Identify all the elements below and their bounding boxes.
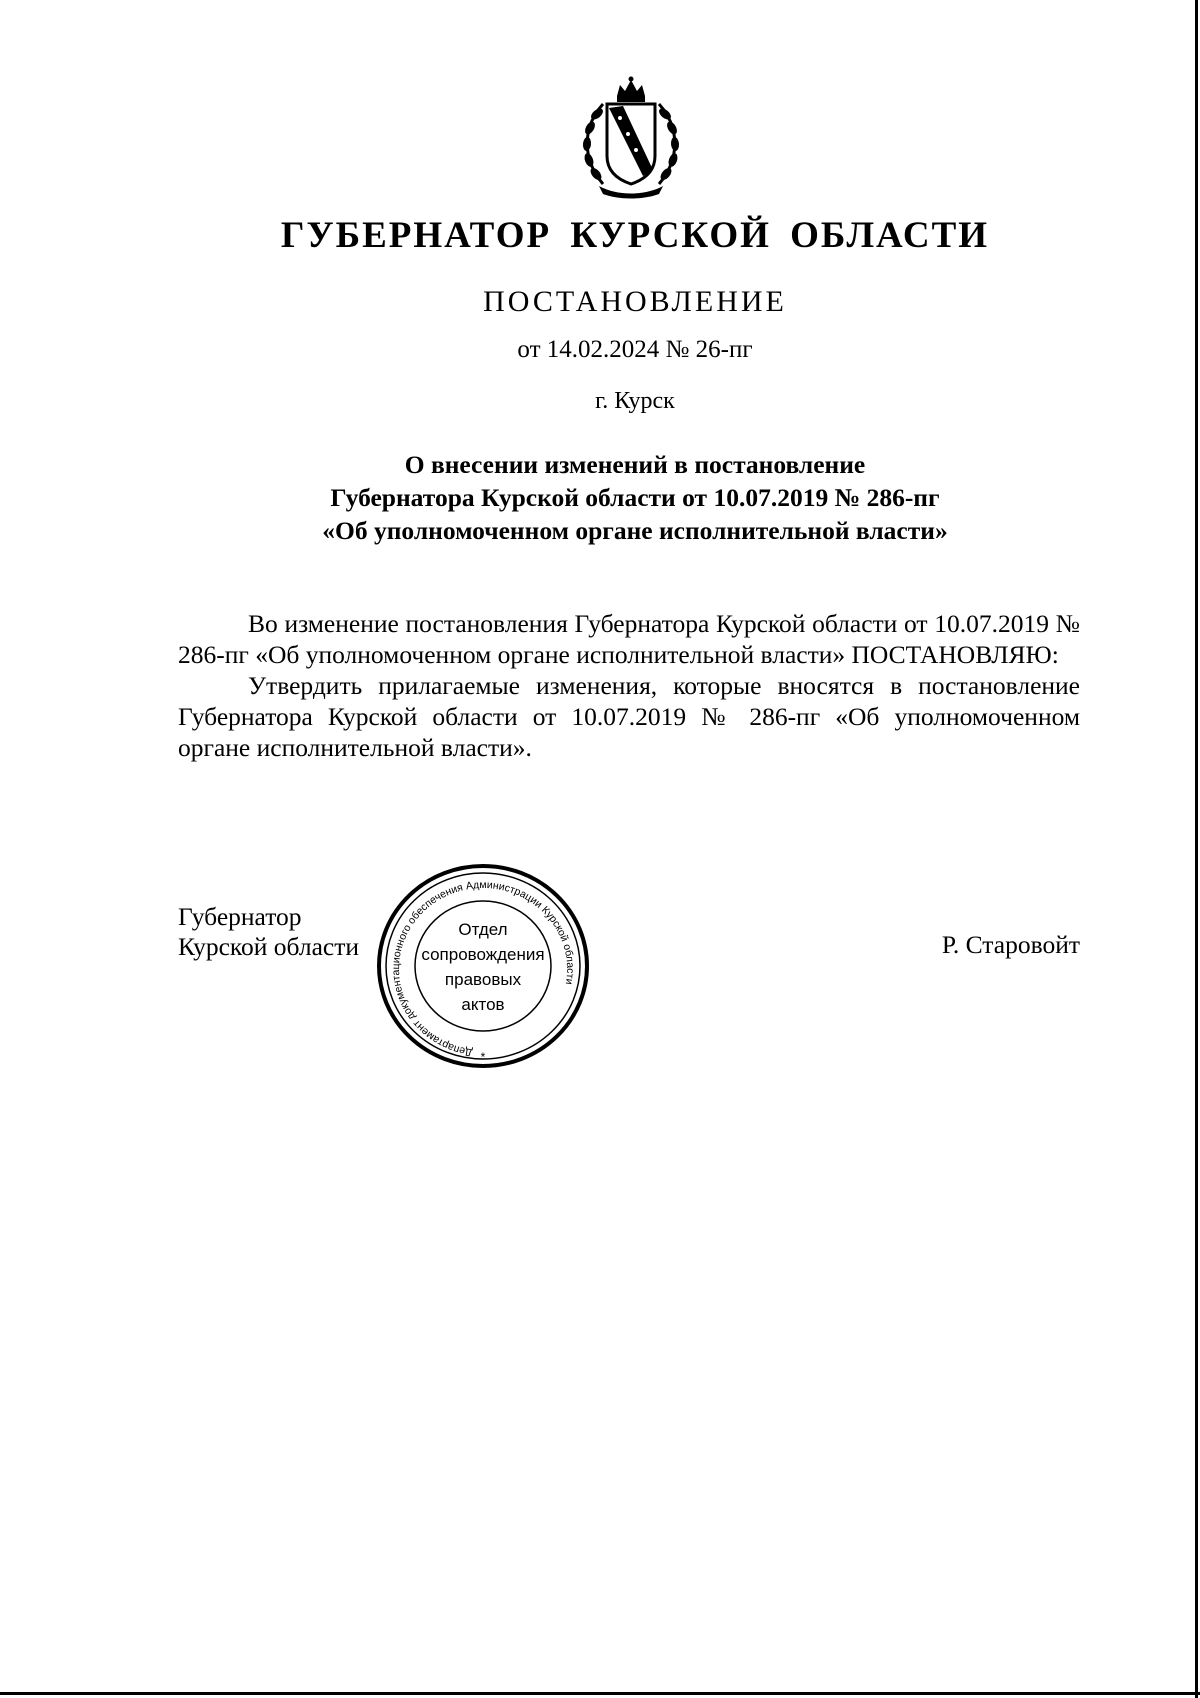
signatory-position (178, 902, 359, 962)
stamp-center-line: правовых (444, 970, 522, 989)
heading-line: «Об уполномоченном органе исполнительной власти» (322, 516, 948, 545)
scan-border-bottom (0, 1692, 1200, 1695)
stamp-center-line: актов (461, 995, 505, 1014)
body-paragraph: Во изменение постановления Губернатора Курской области от 10.07.2019 № 286-пг «Об уполномоченном органе исполнительной власти» ПОСТАНОВЛЯЮ: (178, 609, 1080, 669)
official-stamp (368, 855, 598, 1077)
issuer-title: ГУБЕРНАТОР КУРСКОЙ ОБЛАСТИ (280, 215, 990, 256)
body-paragraph: Утвердить прилагаемые изменения, которые вносятся в постановление Губернатора Курской области от 10.07.2019 № 286-пг «Об уполномоченном органе исполнительной власти». (178, 671, 1080, 762)
stamp-center-line: сопровождения (421, 945, 545, 964)
signatory-position-line: Губернатор (178, 902, 302, 931)
signatory-position-line: Курской области (178, 932, 360, 961)
document-heading (175, 448, 1095, 547)
kursk-coat-of-arms-icon (573, 76, 689, 202)
document-city: г. Курск (595, 388, 675, 414)
stamp-center-line: Отдел (458, 920, 508, 939)
heading-line: Губернатора Курской области от 10.07.2019 № 286-пг (330, 483, 940, 512)
stamp-star: * (480, 1050, 486, 1064)
heading-line: О внесении изменений в постановление (404, 450, 866, 479)
stamp-ring-text: Департамент документационного обеспечения Администрации Курской области (389, 878, 577, 1059)
document-type: ПОСТАНОВЛЕНИЕ (483, 285, 787, 318)
document-date-number: от 14.02.2024 № 26-пг (517, 336, 753, 363)
document-body (178, 608, 1080, 763)
stamp-center-text (408, 917, 558, 1017)
signatory-name: Р. Старовойт (941, 930, 1080, 959)
